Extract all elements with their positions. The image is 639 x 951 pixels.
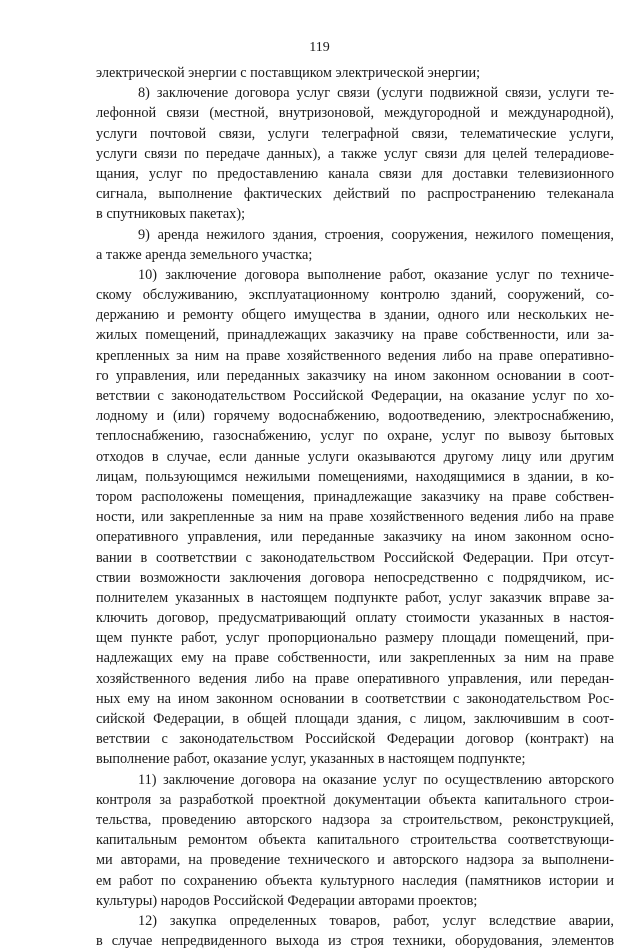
text-line: 12) закупка определенных товаров, работ, услуг вследствие аварии, <box>138 912 614 929</box>
text-line: в случае непредвиденного выхода из строя техники, оборудования, элементов <box>96 933 614 950</box>
text-line: оперативного управления, или переданные заказчику на ином законном осно- <box>96 529 614 546</box>
text-line: в спутниковых пакетах); <box>96 206 246 223</box>
text-line: жилых помещений, принадлежащих заказчику на праве собственности, или за- <box>96 327 614 344</box>
text-line: вании в соответствии с законодательством Российской Федерации. При отсут- <box>96 549 614 566</box>
text-line: тором расположены помещения, принадлежащие заказчику на праве собствен- <box>96 488 614 505</box>
text-line: капитальным ремонтом объекта капитального строительства соответствующи- <box>96 832 614 849</box>
body-text <box>96 63 614 951</box>
text-line: ветствии с законодательством Российской Федерации, на оказание услуг по хо- <box>96 388 614 404</box>
text-line: ных ему на ином законном основании в соответствии с законодательством Рос- <box>96 690 614 707</box>
text-line: выполнение работ, оказание услуг, указанных в настоящем подпункте; <box>96 751 526 768</box>
text-line: услуги связи по передаче данных), а также услуг связи для целей телерадиове- <box>96 145 614 162</box>
text-line: ности, или закрепленные за ним на праве хозяйственного ведения либо на праве <box>96 509 614 526</box>
text-line: услуги почтовой связи, услуги телеграфной связи, телематические услуги, <box>96 125 614 142</box>
text-line: щем пункте работ, услуг пропорционально размеру площади помещений, при- <box>96 630 614 647</box>
text-line: скому обслуживанию, эксплуатационному контролю зданий, сооружений, со- <box>96 287 614 304</box>
text-line: ми авторами, на проведение технического и авторского надзора за выполнени- <box>96 852 614 869</box>
text-line: держанию и ремонту общего имущества в здании, одного или нескольких не- <box>96 307 614 324</box>
text-line: ветствии с законодательством Российской Федерации договор (контракт) на <box>96 731 614 748</box>
text-line: электрической энергии с поставщиком электрической энергии; <box>96 65 481 81</box>
page-number: 119 <box>309 40 330 55</box>
text-line: щания, услуг по предоставлению канала связи для доставки телевизионного <box>96 165 614 182</box>
text-line: го управления, или переданных заказчику на ином законном основании в соот- <box>96 367 614 384</box>
text-line: крепленных за ним на праве хозяйственного ведения либо на праве оперативно- <box>96 347 614 364</box>
text-line: 8) заключение договора услуг связи (услуги подвижной связи, услуги те- <box>138 85 614 102</box>
text-line: сийской Федерации, в общей площади здания, с лицом, заключившим в соот- <box>96 711 614 727</box>
text-line: лицам, пользующимся нежилыми помещениями, находящимися в здании, в ко- <box>96 468 614 485</box>
text-line: ключить договор, предусматривающий оплату стоимости указанных в настоя- <box>96 610 614 627</box>
text-line: контроля за разработкой проектной документации объекта капитального строи- <box>96 791 614 808</box>
text-line: сигнала, выполнение фактических действий по распространению телеканала <box>96 186 614 203</box>
text-line: 11) заключение договора на оказание услуг по осуществлению авторского <box>138 771 614 788</box>
text-line: культуры) народов Российской Федерации авторами проектов; <box>96 892 478 909</box>
text-line: отходов в случае, если данные услуги оказываются другому лицу или другим <box>96 448 614 465</box>
text-line: теплоснабжению, газоснабжению, услуг по охране, услуг по вывозу бытовых <box>96 428 614 445</box>
text-line: а также аренда земельного участка; <box>96 246 313 263</box>
text-line: 10) заключение договора выполнение работ, оказание услуг по техниче- <box>138 266 614 283</box>
text-line: лефонной связи (местной, внутризоновой, междугородной и международной), <box>96 105 614 122</box>
text-line: полнителем указанных в настоящем подпункте работ, услуг заказчик вправе за- <box>96 589 614 606</box>
text-line: тельства, проведению авторского надзора за строительством, реконструкцией, <box>96 811 614 828</box>
text-line: ем работ по сохранению объекта культурного наследия (памятников истории и <box>96 872 614 889</box>
text-line: 9) аренда нежилого здания, строения, сооружения, нежилого помещения, <box>138 226 614 243</box>
text-line: ствии возможности заключения договора непосредственно с подрядчиком, ис- <box>96 569 614 586</box>
text-line: лодному и (или) горячему водоснабжению, водоотведению, электроснабжению, <box>96 408 614 425</box>
text-line: хозяйственного ведения либо на праве оперативного управления, или передан- <box>96 670 614 687</box>
text-line: надлежащих ему на праве собственности, или закрепленных за ним на праве <box>96 650 614 667</box>
